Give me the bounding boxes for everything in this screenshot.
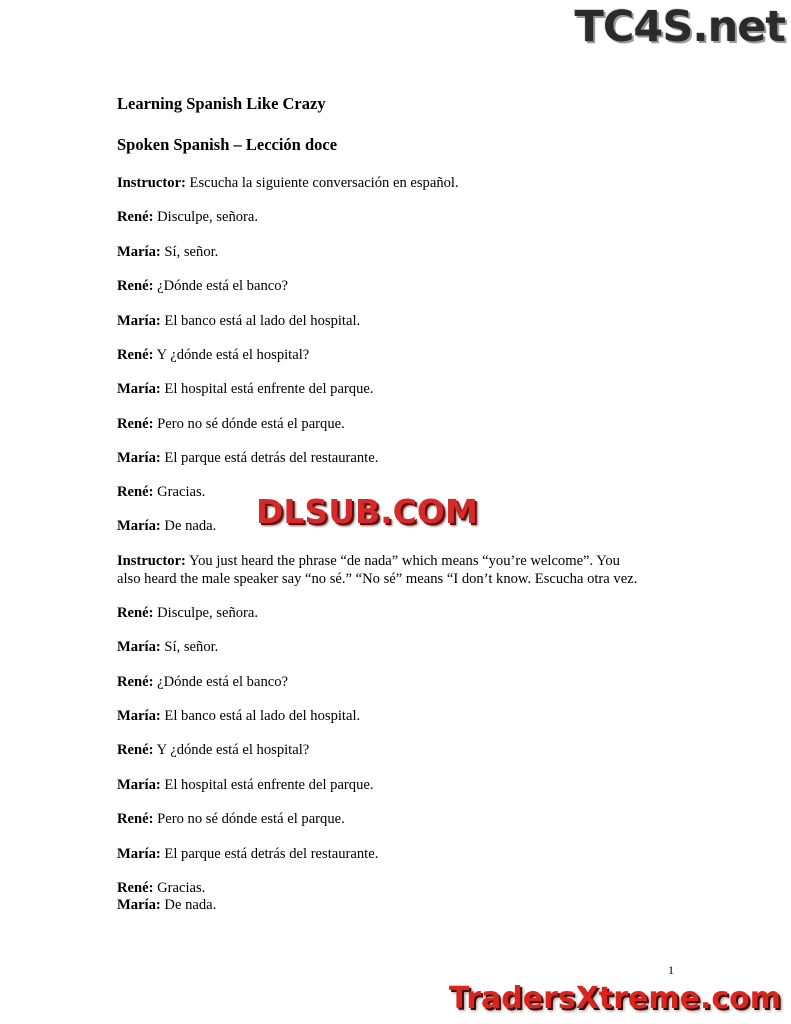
line-text: ¿Dónde está el banco? [153, 674, 289, 690]
speaker-label: María: [117, 639, 161, 655]
page-number: 1 [668, 963, 674, 977]
tc4s-watermark: TC4S.net [574, 2, 785, 52]
line-text: Disculpe, señora. [153, 209, 259, 225]
speaker-label: Instructor: [117, 175, 186, 191]
tradersxtreme-watermark: TradersXtreme.com [449, 981, 781, 1016]
speaker-label: María: [117, 846, 161, 862]
dialogue-line [117, 741, 309, 759]
dlsub-watermark: DLSUB.COM [256, 492, 478, 531]
line-text: El banco está al lado del hospital. [160, 313, 361, 329]
dialogue-line [117, 776, 374, 794]
document-title: Learning Spanish Like Crazy [117, 94, 326, 113]
document-subtitle: Spoken Spanish – Lección doce [117, 135, 338, 154]
dialogue-line [117, 174, 459, 192]
dialogue-line [117, 208, 258, 226]
speaker-label: René: [117, 347, 154, 363]
line-text: El parque está detrás del restaurante. [160, 450, 379, 466]
speaker-label: María: [117, 450, 161, 466]
speaker-label: María: [117, 897, 161, 913]
dialogue-line [117, 673, 288, 691]
dialogue-line [117, 638, 218, 656]
line-text: Y ¿dónde está el hospital? [153, 347, 310, 363]
speaker-label: René: [117, 484, 154, 500]
dialogue-line [117, 896, 216, 914]
line-text: Disculpe, señora. [153, 605, 259, 621]
speaker-label: Instructor: [117, 553, 186, 569]
dialogue-line [117, 810, 345, 828]
dialogue-line [117, 380, 374, 398]
dialogue-line [117, 346, 309, 364]
speaker-label: María: [117, 708, 161, 724]
line-text: Y ¿dónde está el hospital? [153, 742, 310, 758]
speaker-label: María: [117, 518, 161, 534]
line-text: Sí, señor. [160, 639, 219, 655]
line-text: El hospital está enfrente del parque. [160, 777, 374, 793]
dialogue-line [117, 879, 205, 897]
speaker-label: René: [117, 811, 154, 827]
dialogue-line [117, 277, 288, 295]
speaker-label: María: [117, 381, 161, 397]
line-text: El hospital está enfrente del parque. [160, 381, 374, 397]
line-text: Sí, señor. [160, 244, 219, 260]
speaker-label: María: [117, 244, 161, 260]
line-text: De nada. [160, 518, 217, 534]
dialogue-line [117, 483, 205, 501]
dialogue-line [117, 415, 345, 433]
line-text: You just heard the phrase “de nada” which means “you’re welcome”. You [185, 553, 620, 569]
speaker-label: René: [117, 674, 154, 690]
dialogue-line [117, 243, 218, 261]
speaker-label: René: [117, 742, 154, 758]
speaker-label: René: [117, 209, 154, 225]
dialogue-line-continuation [117, 570, 637, 588]
speaker-label: René: [117, 416, 154, 432]
line-text: De nada. [160, 897, 217, 913]
dialogue-line [117, 707, 360, 725]
line-text: El parque está detrás del restaurante. [160, 846, 379, 862]
line-text: Pero no sé dónde está el parque. [153, 416, 345, 432]
dialogue-line [117, 604, 258, 622]
line-text: Escucha la siguiente conversación en español. [185, 175, 459, 191]
dialogue-line [117, 449, 378, 467]
line-text: ¿Dónde está el banco? [153, 278, 289, 294]
line-text: Pero no sé dónde está el parque. [153, 811, 345, 827]
dialogue-line [117, 517, 216, 535]
speaker-label: María: [117, 313, 161, 329]
speaker-label: René: [117, 880, 154, 896]
speaker-label: René: [117, 278, 154, 294]
dialogue-line [117, 845, 378, 863]
line-text: also heard the male speaker say “no sé.” “No sé” means “I don’t know. Escucha otra vez. [117, 571, 638, 587]
dialogue-line [117, 312, 360, 330]
speaker-label: María: [117, 777, 161, 793]
line-text: Gracias. [153, 484, 206, 500]
line-text: Gracias. [153, 880, 206, 896]
line-text: El banco está al lado del hospital. [160, 708, 361, 724]
dialogue-line [117, 552, 620, 570]
speaker-label: René: [117, 605, 154, 621]
